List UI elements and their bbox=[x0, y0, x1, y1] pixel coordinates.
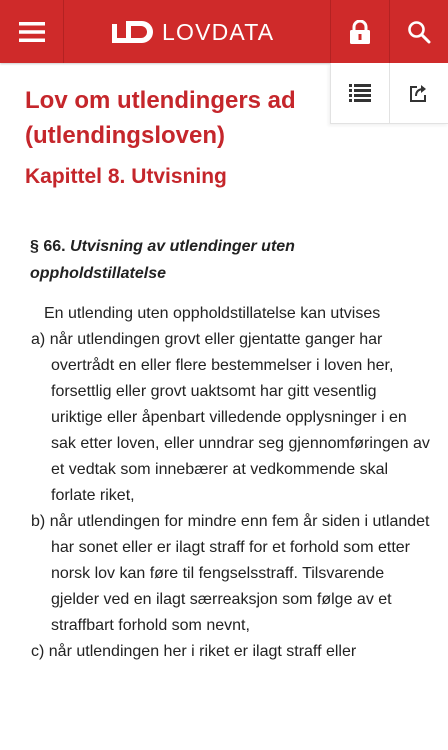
item-label: b) bbox=[31, 513, 46, 530]
search-icon bbox=[407, 20, 431, 44]
list-item-a bbox=[30, 327, 430, 509]
lovdata-logo-icon bbox=[112, 21, 156, 43]
document-toolbox bbox=[330, 63, 448, 124]
chapter-heading: Kapittel 8. Utvisning bbox=[25, 165, 227, 188]
menu-icon bbox=[19, 21, 45, 43]
menu-button[interactable] bbox=[0, 0, 64, 63]
section-number: § 66. bbox=[30, 238, 66, 255]
login-button[interactable] bbox=[330, 0, 390, 63]
list-item-c bbox=[30, 639, 430, 665]
law-title-line2: (utlendingsloven) bbox=[25, 122, 225, 149]
share-button[interactable] bbox=[390, 63, 448, 123]
item-label: a) bbox=[31, 331, 46, 348]
item-label: c) bbox=[31, 643, 45, 660]
list-item-b bbox=[30, 509, 430, 639]
section-intro: En utlending uten oppholdstillatelse kan utvises bbox=[44, 305, 381, 322]
table-of-contents-icon bbox=[349, 83, 371, 103]
lock-icon bbox=[349, 20, 371, 44]
section-body bbox=[30, 301, 430, 665]
share-icon bbox=[409, 83, 429, 103]
item-text: når utlendingen her i riket er ilagt straff eller bbox=[48, 643, 357, 660]
section-title: Utvisning av utlendinger uten oppholdstillatelse bbox=[30, 238, 295, 282]
section-heading bbox=[30, 233, 430, 287]
top-bar bbox=[0, 0, 448, 63]
search-button[interactable] bbox=[389, 0, 448, 63]
lovdata-logo[interactable] bbox=[112, 17, 274, 47]
table-of-contents-button[interactable] bbox=[331, 63, 390, 123]
law-title-line1: Lov om utlendingers ad bbox=[25, 87, 296, 114]
logo-text: LOVDATA bbox=[162, 18, 275, 45]
item-text: når utlendingen for mindre enn fem år siden i utlandet har sonet eller er ilagt straff for et forhold som etter norsk lov kan føre til fengselsstraff. Tilsvarende gjelder ved en ilagt særreaksjon som følge av et straffbart forhold som nevnt, bbox=[49, 513, 430, 634]
item-text: når utlendingen grovt eller gjentatte ganger har overtrådt en eller flere bestemmelser i loven her, forsettlig eller grovt uaktsomt har gitt vesentlig uriktige eller åpenbart villedende opplysninger i en sak etter loven, eller unndrar seg gjennomføringen av et vedtak som innebærer at vedkommende skal forlate riket, bbox=[49, 331, 430, 504]
